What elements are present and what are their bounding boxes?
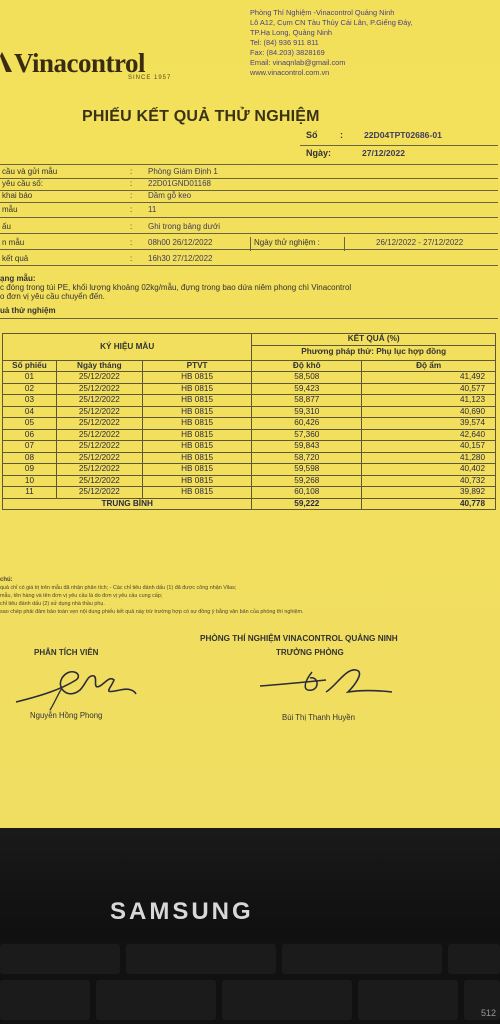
- cell-moisture: 40,157: [362, 441, 496, 453]
- cell-moisture: 39,574: [362, 418, 496, 430]
- report-number-row: Số : 22D04TPT02686-01: [306, 130, 442, 140]
- keyboard-key: [126, 944, 276, 974]
- table-row: [3, 395, 496, 407]
- document-title: PHIẾU KẾT QUẢ THỬ NGHIỆM: [82, 108, 320, 125]
- column-header-date: Ngày tháng: [56, 360, 142, 372]
- head-role: TRƯỞNG PHÒNG: [276, 648, 344, 657]
- report-date-label: Ngày:: [306, 148, 332, 158]
- cell-ptvt: HB 0815: [142, 441, 252, 453]
- cell-date: 25/12/2022: [56, 429, 142, 441]
- test-date-value: 26/12/2022 - 27/12/2022: [376, 238, 464, 247]
- report-number-label: Số: [306, 130, 318, 140]
- divider: [300, 145, 498, 146]
- cell-ptvt: HB 0815: [142, 372, 252, 384]
- divider: [0, 318, 498, 319]
- cell-sample-no: 03: [3, 395, 57, 407]
- lab-fax: Fax: (84.203) 3828169: [250, 48, 325, 57]
- info-label: mẫu: [2, 205, 18, 214]
- column-header-dry: Độ khô: [252, 360, 362, 372]
- keyboard-key: [96, 980, 216, 1020]
- average-label: TRUNG BÌNH: [3, 498, 252, 510]
- cell-moisture: 40,732: [362, 475, 496, 487]
- table-row: [3, 372, 496, 384]
- cell-sample-no: 02: [3, 383, 57, 395]
- average-dry: 59,222: [252, 498, 362, 510]
- info-label: n mẫu: [2, 238, 25, 247]
- cell-moisture: 41,123: [362, 395, 496, 407]
- info-label: khai báo: [2, 191, 33, 200]
- cell-sample-no: 10: [3, 475, 57, 487]
- note-line: chỉ tiêu đánh dấu (2) sử dụng nhà thầu phụ.: [0, 601, 105, 607]
- cell-ptvt: HB 0815: [142, 429, 252, 441]
- cell-sample-no: 09: [3, 464, 57, 476]
- info-row: mẫu : 11: [0, 203, 498, 218]
- logo-mark-icon: [0, 50, 14, 74]
- key-label: 512: [480, 1008, 496, 1018]
- result-header: KẾT QUẢ (%): [252, 334, 496, 346]
- cell-sample-no: 01: [3, 372, 57, 384]
- info-value: Dầm gỗ keo: [148, 191, 192, 200]
- info-value: Ghi trong bảng dưới: [148, 222, 220, 231]
- cell-moisture: 39,892: [362, 487, 496, 499]
- info-label: cầu và gửi mẫu: [2, 167, 58, 176]
- head-signature-icon: [256, 662, 396, 702]
- divider: [0, 164, 498, 165]
- info-value: 11: [148, 205, 157, 214]
- notes-title: chú:: [0, 577, 13, 583]
- info-value: 22D01GND01168: [148, 179, 212, 188]
- table-row: [3, 429, 496, 441]
- cell-date: 25/12/2022: [56, 383, 142, 395]
- logo-name: Vinacontrol: [14, 48, 146, 78]
- lab-website: www.vinacontrol.com.vn: [250, 68, 330, 77]
- lab-tel: Tel: (84) 936 911 811: [250, 38, 319, 47]
- cell-date: 25/12/2022: [56, 372, 142, 384]
- sample-line: c đóng trong túi PE, khối lượng khoảng 02kg/mẫu, đựng trong bao dứa niêm phong chì Vinacontrol: [0, 283, 352, 292]
- sample-line: o đơn vị yêu cầu chuyển đến.: [0, 292, 105, 301]
- info-row: ấu : Ghi trong bảng dưới: [0, 219, 498, 234]
- info-value: Phòng Giám Định 1: [148, 167, 218, 176]
- table-column-header-row: [3, 360, 496, 372]
- keyboard-key: [358, 980, 458, 1020]
- cell-moisture: 42,640: [362, 429, 496, 441]
- keyboard-key: [222, 980, 352, 1020]
- column-header-moisture: Độ ẩm: [362, 360, 496, 372]
- cell-ptvt: HB 0815: [142, 452, 252, 464]
- cell-dry: 58,877: [252, 395, 362, 407]
- cell-date: 25/12/2022: [56, 418, 142, 430]
- cell-dry: 60,426: [252, 418, 362, 430]
- table-row: [3, 475, 496, 487]
- cell-dry: 59,268: [252, 475, 362, 487]
- cell-moisture: 40,577: [362, 383, 496, 395]
- note-line: mẫu, tên hàng và tên đơn vị yêu cầu là do đơn vị yêu cầu cung cấp;: [0, 593, 163, 599]
- cell-date: 25/12/2022: [56, 487, 142, 499]
- table-row: [3, 383, 496, 395]
- sample-code-header: KÝ HIỆU MẪU: [3, 334, 252, 361]
- cell-dry: 59,598: [252, 464, 362, 476]
- average-moisture: 40,778: [362, 498, 496, 510]
- results-section-heading: uả thử nghiệm: [0, 306, 56, 315]
- keyboard: [0, 940, 500, 1024]
- report-number: 22D04TPT02686-01: [364, 130, 442, 140]
- head-name: Bùi Thị Thanh Huyền: [282, 713, 355, 722]
- keyboard-key: [282, 944, 442, 974]
- keyboard-key: [448, 944, 500, 974]
- info-label: kết quả: [2, 254, 29, 263]
- cell-date: 25/12/2022: [56, 475, 142, 487]
- cell-dry: 59,310: [252, 406, 362, 418]
- cell-ptvt: HB 0815: [142, 406, 252, 418]
- info-row: cầu và gửi mẫu : Phòng Giám Định 1: [0, 167, 498, 179]
- column-header-ptvt: PTVT: [142, 360, 252, 372]
- cell-date: 25/12/2022: [56, 441, 142, 453]
- cell-dry: 58,508: [252, 372, 362, 384]
- report-date-row: [0, 148, 500, 162]
- cell-ptvt: HB 0815: [142, 395, 252, 407]
- cell-ptvt: HB 0815: [142, 383, 252, 395]
- cell-sample-no: 11: [3, 487, 57, 499]
- cell-ptvt: HB 0815: [142, 475, 252, 487]
- cell-sample-no: 08: [3, 452, 57, 464]
- results-table: [2, 333, 496, 510]
- vinacontrol-logo: [0, 44, 200, 80]
- lab-address-1: Lô A12, Cụm CN Tàu Thủy Cái Lân, P.Giếng Đáy,: [250, 18, 413, 27]
- analyst-name: Nguyễn Hồng Phong: [30, 711, 103, 720]
- cell-ptvt: HB 0815: [142, 487, 252, 499]
- table-row: [3, 464, 496, 476]
- table-row: [3, 487, 496, 499]
- table-row: [3, 452, 496, 464]
- keyboard-key: [0, 980, 90, 1020]
- info-row: khai báo : Dầm gỗ keo: [0, 191, 498, 203]
- cell-moisture: 40,690: [362, 406, 496, 418]
- table-row: [3, 441, 496, 453]
- notes: [0, 576, 498, 616]
- cell-date: 25/12/2022: [56, 395, 142, 407]
- cell-sample-no: 05: [3, 418, 57, 430]
- info-row: kết quả : 16h30 27/12/2022: [0, 251, 498, 266]
- signing-organization: PHÒNG THÍ NGHIỆM VINACONTROL QUẢNG NINH: [200, 634, 398, 643]
- cell-moisture: 41,280: [362, 452, 496, 464]
- cell-date: 25/12/2022: [56, 464, 142, 476]
- cell-dry: 59,843: [252, 441, 362, 453]
- info-value: 16h30 27/12/2022: [148, 254, 213, 263]
- cell-ptvt: HB 0815: [142, 464, 252, 476]
- keyboard-key: [0, 944, 120, 974]
- cell-dry: 60,108: [252, 487, 362, 499]
- cell-sample-no: 04: [3, 406, 57, 418]
- info-label: ấu: [2, 222, 11, 231]
- sample-heading: ạng mẫu:: [0, 274, 36, 283]
- lab-email: Email: vinaqnlab@gmail.com: [250, 58, 346, 67]
- lab-address-2: TP.Hạ Long, Quảng Ninh: [250, 28, 333, 37]
- cell-moisture: 41,492: [362, 372, 496, 384]
- monitor-brand-logo: SAMSUNG: [110, 898, 254, 925]
- analyst-signature-icon: [10, 660, 140, 716]
- cell-sample-no: 06: [3, 429, 57, 441]
- table-row: [3, 406, 496, 418]
- table-row: [3, 418, 496, 430]
- cell-date: 25/12/2022: [56, 452, 142, 464]
- logo-since: SINCE 1957: [128, 75, 172, 81]
- info-row: n mẫu : 08h00 26/12/2022 Ngày thử nghiệm : 26/12/2022 - 27/12/2022: [0, 235, 498, 250]
- note-line: sao chép phải đảm bảo toàn vẹn nội dung phiếu kết quả này trừ trường hợp có sự đồng ý bằng văn bản của phòng thí nghiệm.: [0, 609, 304, 615]
- info-row: yêu cầu số: : 22D01GND01168: [0, 179, 498, 191]
- average-row: [3, 498, 496, 510]
- column-header-no: Số phiếu: [3, 360, 57, 372]
- note-line: quả chỉ có giá trị trên mẫu đã nhận phân tích; - Các chỉ tiêu đánh dấu (1) đã được công nhận Vilas;: [0, 585, 237, 591]
- cell-date: 25/12/2022: [56, 406, 142, 418]
- report-date: 27/12/2022: [362, 148, 406, 158]
- sample-description: [0, 274, 498, 315]
- test-date-label: Ngày thử nghiệm :: [254, 238, 320, 247]
- info-label: yêu cầu số:: [2, 179, 43, 188]
- table-header-row: [3, 334, 496, 346]
- keyboard-key: [464, 980, 500, 1020]
- cell-moisture: 40,402: [362, 464, 496, 476]
- lab-name: Phòng Thí Nghiệm -Vinacontrol Quảng Ninh: [250, 8, 395, 17]
- cell-ptvt: HB 0815: [142, 418, 252, 430]
- cell-dry: 57,360: [252, 429, 362, 441]
- analyst-role: PHÂN TÍCH VIÊN: [34, 648, 99, 657]
- lab-contact-info: [250, 8, 498, 78]
- info-value: 08h00 26/12/2022: [148, 238, 213, 247]
- cell-sample-no: 07: [3, 441, 57, 453]
- cell-dry: 59,423: [252, 383, 362, 395]
- cell-dry: 58,720: [252, 452, 362, 464]
- method-header: Phương pháp thử: Phụ lục hợp đồng: [252, 345, 496, 360]
